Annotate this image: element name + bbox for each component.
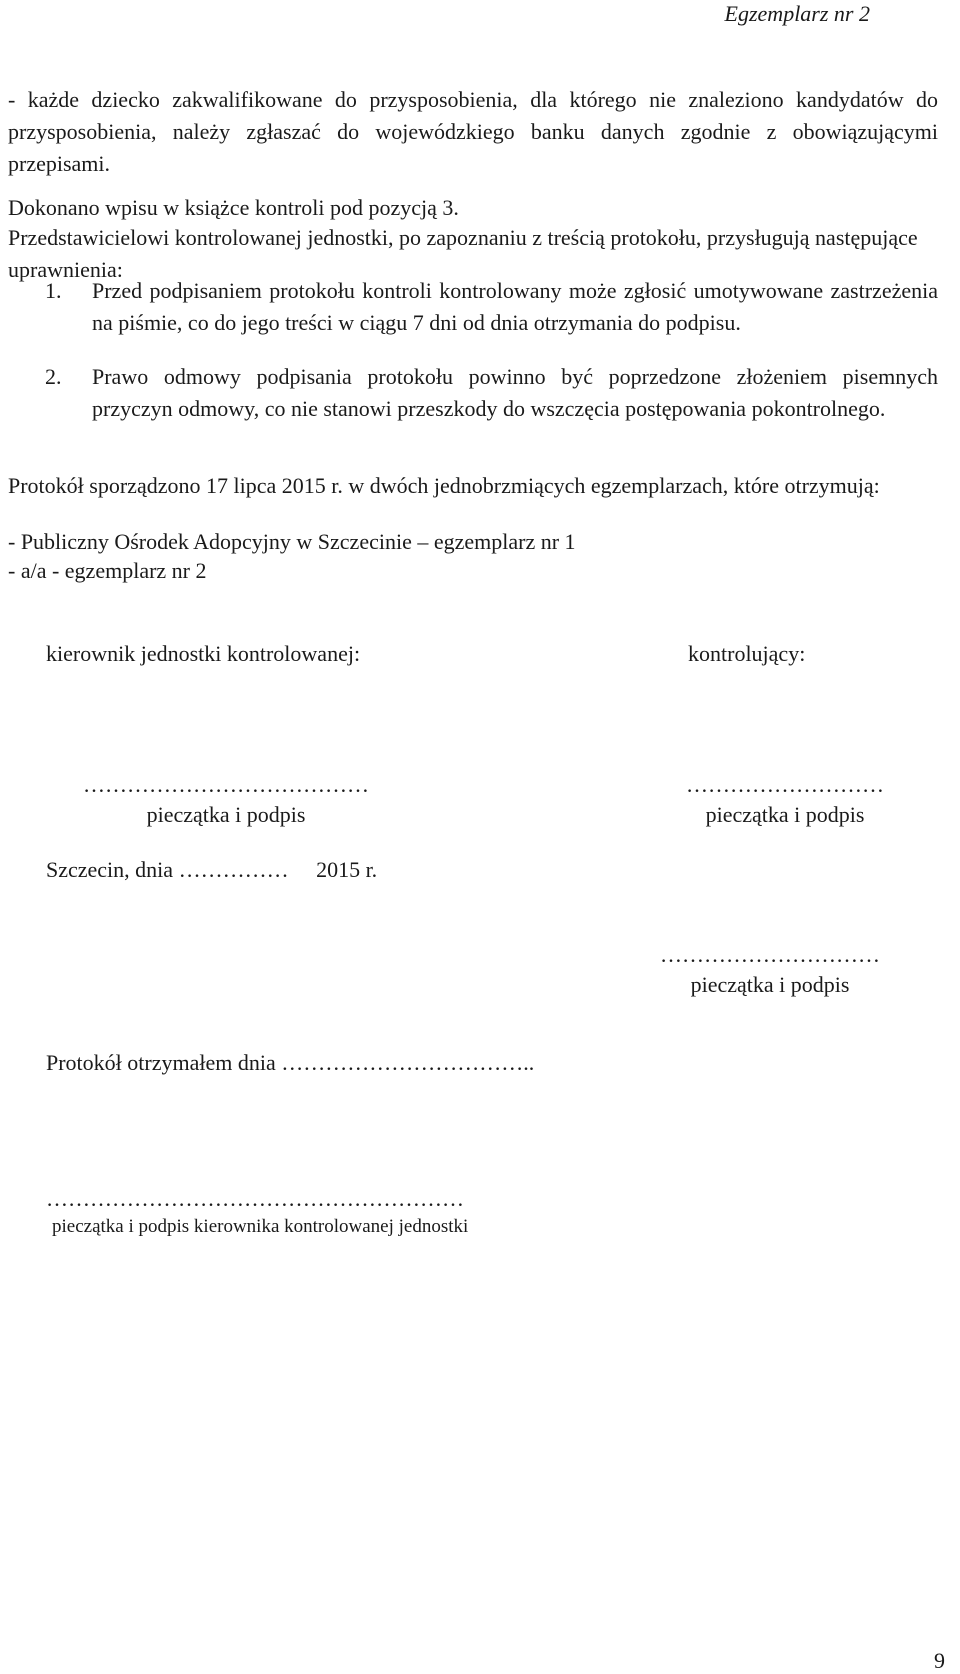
rights-item-number: 1. xyxy=(45,278,62,303)
signature-left-caption: pieczątka i podpis xyxy=(146,802,306,827)
signature-right-block xyxy=(660,770,910,830)
third-signature-dots: ………………………… xyxy=(660,942,880,967)
receipt-signature-dots: ………………………………………………… xyxy=(46,1186,464,1211)
signature-left-heading: kierownik jednostki kontrolowanej: xyxy=(46,641,361,666)
place-date xyxy=(46,856,377,884)
copies-paragraph: Protokół sporządzono 17 lipca 2015 r. w dwóch jednobrzmiących egzemplarzach, które otrzymują: xyxy=(8,473,880,498)
third-signature-block xyxy=(630,940,910,1000)
receipt-signature-caption: pieczątka i podpis kierownika kontrolowanej jednostki xyxy=(52,1216,469,1237)
recipient-line: - a/a - egzemplarz nr 2 xyxy=(8,558,207,583)
receipt-line xyxy=(46,1049,534,1077)
intro-paragraph: - każde dziecko zakwalifikowane do przysposobienia, dla którego nie znaleziono kandydatów do przysposobienia, należy zgłaszać do wojewódzkiego banku danych zgodnie z obowiązującymi przepisami. xyxy=(8,87,938,176)
signature-left-dots: ………………………………… xyxy=(83,772,369,797)
rights-item-text: Przed podpisaniem protokołu kontroli kontrolowany może zgłosić umotywowane zastrzeżenia na piśmie, co do jego treści w ciągu 7 dni od dnia otrzymania do podpisu. xyxy=(92,278,938,335)
recipient-line: - Publiczny Ośrodek Adopcyjny w Szczecinie – egzemplarz nr 1 xyxy=(8,529,576,554)
copy-label: Egzemplarz nr 2 xyxy=(724,1,870,26)
place-date-year: 2015 r. xyxy=(316,857,378,882)
receipt-dots: …………………………….. xyxy=(281,1050,535,1075)
signature-right-heading: kontrolujący: xyxy=(688,641,806,666)
rights-item-2 xyxy=(45,361,938,425)
rights-item-1 xyxy=(45,275,938,339)
receipt-signature-block xyxy=(46,1185,591,1241)
signature-right-dots: ……………………… xyxy=(686,772,884,797)
rights-item-text: Prawo odmowy podpisania protokołu powinno być poprzedzone złożeniem pisemnych przyczyn odmowy, co nie stanowi przeszkody do wszczęcia postępowania pokontrolnego. xyxy=(92,364,938,421)
third-signature-caption: pieczątka i podpis xyxy=(690,972,850,997)
entry-paragraph: Dokonano wpisu w książce kontroli pod pozycją 3. xyxy=(8,195,459,220)
signature-left-block xyxy=(46,770,406,830)
rights-item-number: 2. xyxy=(45,364,62,389)
signature-right-caption: pieczątka i podpis xyxy=(705,802,865,827)
rights-intro: Przedstawicielowi kontrolowanej jednostki, po zapoznaniu z treścią protokołu, przysługują następujące uprawnienia: xyxy=(8,225,918,282)
receipt-text: Protokół otrzymałem dnia xyxy=(46,1050,276,1075)
page-number: 9 xyxy=(934,1648,945,1673)
place-date-prefix: Szczecin, dnia xyxy=(46,857,174,882)
place-date-dots: …………… xyxy=(178,857,289,882)
